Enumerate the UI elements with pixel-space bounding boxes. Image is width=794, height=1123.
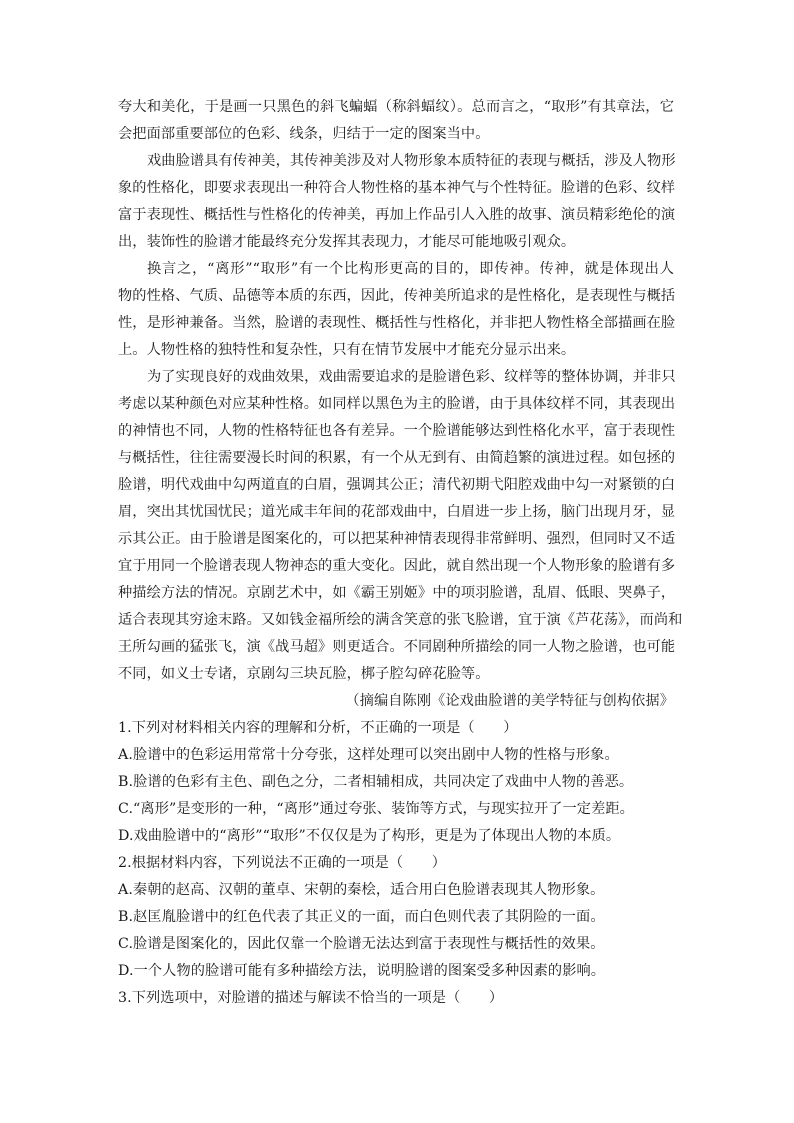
passage-line: 不同，如义士专诸，京剧勾三块瓦脸，梆子腔勾碎花脸等。 [118, 666, 490, 682]
passage-line: 为了实现良好的戏曲效果，戏曲需要追求的是脸谱色彩、纹样等的整体协调，并非只 [147, 369, 676, 385]
passage-line: 王所勾画的猛张飞，演《战马超》则更适合。不同剧种所描绘的同一人物之脸谱，也可能 [118, 639, 676, 655]
passage-line: 脸谱，明代戏曲中勾两道直的白眉，强调其公正；清代初期弋阳腔戏曲中勾一对紧锁的白 [118, 477, 676, 493]
question-stem: 1.下列对材料相关内容的理解和分析，不正确的一项是（ ） [118, 720, 518, 736]
passage-line: 换言之，“离形”“取形”有一个比构形更高的目的，即传神。传神，就是体现出人 [147, 261, 674, 277]
passage-line: 上。人物性格的独特性和复杂性，只有在情节发展中才能充分显示出来。 [118, 342, 576, 358]
passage-line: 眉，突出其忧国忧民；道光咸丰年间的花部戏曲中，白眉进一步上扬，脑门出现月牙，显 [118, 504, 676, 520]
answer-option: C.脸谱是图案化的，因此仅靠一个脸谱无法达到富于表现性与概括性的效果。 [118, 936, 605, 952]
answer-option: B.赵匡胤脸谱中的红色代表了其正义的一面，而白色则代表了其阴险的一面。 [118, 909, 605, 925]
passage-line: 夸大和美化，于是画一只黑色的斜飞蝙蝠（称斜蝠纹）。总而言之，“取形”有其章法，它 [118, 99, 674, 115]
passage-line: 象的性格化，即要求表现出一种符合人物性格的基本神气与个性特征。脸谱的色彩、纹样 [118, 180, 676, 196]
passage-line: 适合表现其穷途末路。又如钱金福所绘的满含笑意的张飞脸谱，宜于演《芦花荡》，而尚和 [118, 612, 683, 628]
answer-option: A.秦朝的赵高、汉朝的董卓、宋朝的秦桧，适合用白色脸谱表现其人物形象。 [118, 882, 605, 898]
passage-line: 种描绘方法的情况。京剧艺术中，如《霸王别姬》中的项羽脸谱，乱眉、低眼、哭鼻子， [118, 585, 676, 601]
source-citation: （摘编自陈刚《论戏曲脸谱的美学特征与创构依据》 [345, 693, 674, 709]
question-stem: 3.下列选项中，对脸谱的描述与解读不恰当的一项是（ ） [118, 990, 504, 1006]
questions [118, 715, 674, 1012]
passage-line: 戏曲脸谱具有传神美，其传神美涉及对人物形象本质特征的表现与概括，涉及人物形 [147, 153, 676, 169]
answer-option: C.“离形”是变形的一种，“离形”通过夸张、装饰等方式，与现实拉开了一定差距。 [118, 801, 634, 817]
passage-line: 物的性格、气质、品德等本质的东西，因此，传神美所追求的是性格化，是表现性与概括 [118, 288, 676, 304]
passage-line: 考虑以某种颜色对应某种性格。如同样以黑色为主的脸谱，由于具体纹样不同，其表现出 [118, 396, 676, 412]
passage-line: 的神情也不同，人物的性格特征也各有差异。一个脸谱能够达到性格化水平，富于表现性 [118, 423, 676, 439]
document-body [118, 94, 683, 1012]
passage-line: 出，装饰性的脸谱才能最终充分发挥其表现力，才能尽可能地吸引观众。 [118, 234, 576, 250]
answer-option: B.脸谱的色彩有主色、副色之分，二者相辅相成，共同决定了戏曲中人物的善恶。 [118, 774, 634, 790]
passage [118, 94, 683, 715]
answer-option: D.一个人物的脸谱可能有多种描绘方法，说明脸谱的图案受多种因素的影响。 [118, 963, 606, 979]
answer-option: A.脸谱中的色彩运用常常十分夸张，这样处理可以突出剧中人物的性格与形象。 [118, 747, 619, 763]
passage-line: 与概括性，往往需要漫长时间的积累，有一个从无到有、由简趋繁的演进过程。如包拯的 [118, 450, 676, 466]
passage-line: 会把面部重要部位的色彩、线条，归结于一定的图案当中。 [118, 126, 490, 142]
passage-line: 性，是形神兼备。当然，脸谱的表现性、概括性与性格化，并非把人物性格全部描画在脸 [118, 315, 676, 331]
passage-line: 示其公正。由于脸谱是图案化的，可以把某种神情表现得非常鲜明、强烈，但同时又不适 [118, 531, 676, 547]
passage-line: 宜于用同一个脸谱表现人物神态的重大变化。因此，就自然出现一个人物形象的脸谱有多 [118, 558, 676, 574]
passage-line: 富于表现性、概括性与性格化的传神美，再加上作品引人入胜的故事、演员精彩绝伦的演 [118, 207, 676, 223]
answer-option: D.戏曲脸谱中的“离形”“取形”不仅仅是为了构形，更是为了体现出人物的本质。 [118, 828, 621, 844]
question-stem: 2.根据材料内容，下列说法不正确的一项是（ ） [118, 855, 447, 871]
